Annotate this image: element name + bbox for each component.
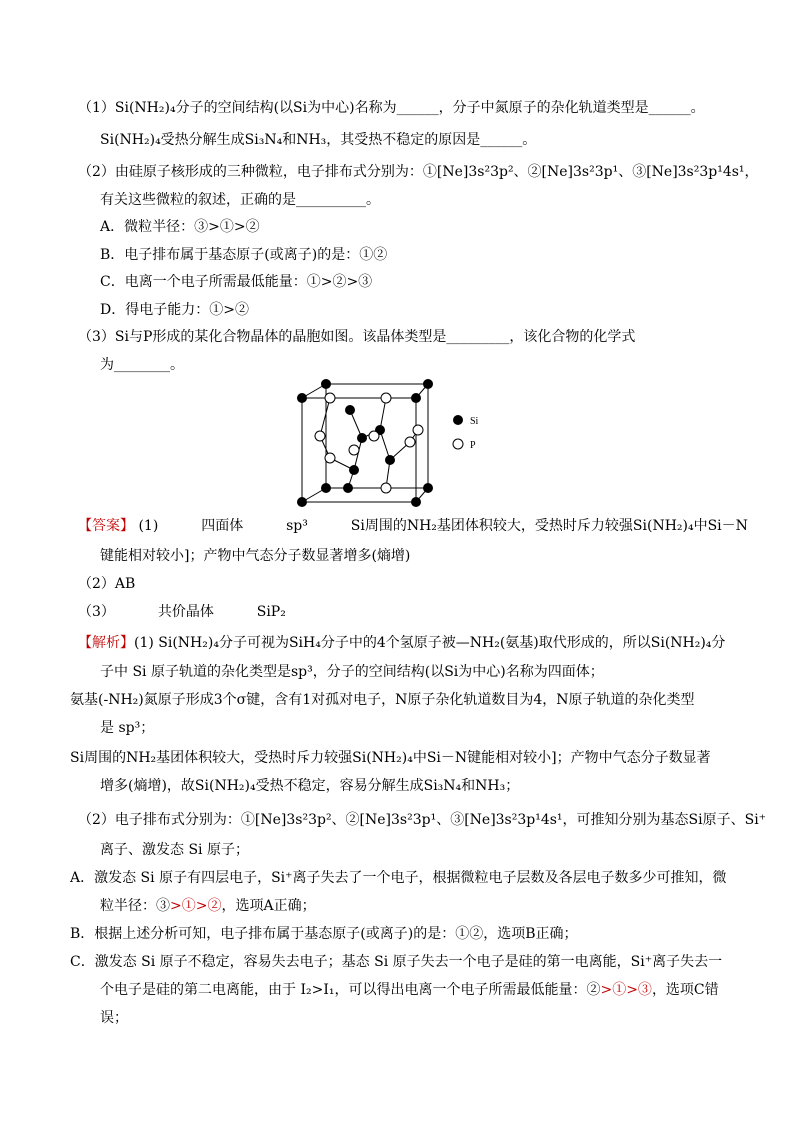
legend-p-label: P	[470, 440, 476, 451]
analysis-text-10a: 粒半径：③	[100, 898, 170, 914]
answer-line4	[78, 602, 286, 622]
analysis-tag: 【解析】	[78, 635, 134, 651]
legend-si-label: Si	[470, 416, 479, 427]
q1-line1: （1）Si(NH₂)₄分子的空间结构(以Si为中心)名称为______，分子中氮原子的杂化轨道类型是______。	[78, 100, 705, 116]
analysis-line1	[78, 633, 725, 653]
answer-q3-label: （3）	[78, 604, 115, 620]
answer-q1-shape: 四面体	[201, 518, 244, 534]
legend-p-marker	[453, 439, 463, 449]
answer-q1-reason: Si周围的NH₂基团体积较大，受热时斥力较强Si(NH₂)₄中Si－N	[350, 518, 748, 534]
q3-line2: 为________。	[100, 357, 184, 373]
q2-option-a: A．微粒半径：③>①>②	[100, 219, 260, 235]
crystal-cell-diagram	[290, 370, 500, 515]
analysis-line7: （2）电子排布式分别为：①[Ne]3s²3p²、②[Ne]3s²3p¹、③[Ne]3s²3p¹4s¹，可推知分别为基态Si原子、Si⁺	[78, 812, 767, 828]
analysis-line8: 离子、激发态 Si 原子；	[100, 842, 249, 858]
analysis-line12: C．激发态 Si 原子不稳定，容易失去电子；基态 Si 原子失去一个电子是硅的第一电离能，Si⁺离子失去一	[70, 954, 723, 970]
q2-line2: 有关这些微粒的叙述，正确的是__________。	[100, 192, 380, 208]
answer-line2: 键能相对较小]；产物中气态分子数显著增多(熵增)	[100, 548, 411, 564]
answer-q3-type: 共价晶体	[157, 604, 214, 620]
answer-tag: 【答案】	[78, 518, 134, 534]
analysis-text-13c: ，选项C错	[651, 982, 719, 998]
p-atoms	[315, 393, 423, 493]
analysis-text-13a: 个电子是硅的第二电离能，由于 I₂>I₁，可以得出电离一个电子所需最低能量：②	[100, 982, 601, 998]
q2-option-c: C．电离一个电子所需最低能量：①>②>③	[100, 274, 373, 290]
legend-si-marker	[453, 415, 463, 425]
analysis-text-13b: >①>③	[600, 982, 652, 998]
q1-line2: Si(NH₂)₄受热分解生成Si₃N₄和NH₃，其受热不稳定的原因是______。	[100, 132, 537, 148]
answer-line3: （2）AB	[78, 576, 136, 592]
analysis-line5: Si周围的NH₂基团体积较大，受热时斥力较强Si(NH₂)₄中Si－N键能相对较小]；产物中气态分子数显著	[70, 750, 711, 766]
analysis-text-1: (1) Si(NH₂)₄分子可视为SiH₄分子中的4个氢原子被—NH₂(氨基)取代形成的，所以Si(NH₂)₄分	[134, 635, 726, 651]
analysis-line9: A．激发态 Si 原子有四层电子，Si⁺离子失去了一个电子，根据微粒电子层数及各层电子数多少可推知，微	[70, 870, 727, 886]
answer-q1-label: (1)	[138, 518, 159, 534]
q2-option-d: D．得电子能力：①>②	[100, 302, 249, 318]
q2-option-b: B．电子排布属于基态原子(或离子)的是：①②	[100, 247, 388, 263]
q2-line1: （2）由硅原子核形成的三种微粒，电子排布式分别为：①[Ne]3s²3p²、②[Ne]3s²3p¹、③[Ne]3s²3p¹4s¹，	[78, 164, 759, 180]
analysis-text-10b: >①>②	[170, 898, 222, 914]
analysis-line11: B．根据上述分析可知，电子排布属于基态原子(或离子)的是：①②，选项B正确；	[70, 926, 578, 942]
analysis-line14: 误；	[100, 1010, 128, 1026]
analysis-line6: 增多(熵增)，故Si(NH₂)₄受热不稳定，容易分解生成Si₃N₄和NH₃；	[100, 778, 520, 794]
analysis-line4: 是 sp³；	[100, 720, 155, 736]
analysis-line10	[100, 896, 316, 916]
analysis-line13	[100, 980, 719, 1000]
answer-q3-formula: SiP₂	[256, 604, 286, 620]
analysis-text-10c: ，选项A正确；	[221, 898, 316, 914]
q3-line1: （3）Si与P形成的某化合物晶体的晶胞如图。该晶体类型是_________，该化合物的化学式	[78, 329, 636, 345]
answer-line1	[78, 516, 748, 536]
answer-q1-hybrid: sp³	[286, 518, 308, 534]
analysis-line3: 氨基(-NH₂)氮原子形成3个σ键，含有1对孤对电子，N原子杂化轨道数目为4，N原子轨道的杂化类型	[70, 692, 695, 708]
analysis-line2: 子中 Si 原子轨道的杂化类型是sp³，分子的空间结构(以Si为中心)名称为四面体；	[100, 664, 604, 680]
